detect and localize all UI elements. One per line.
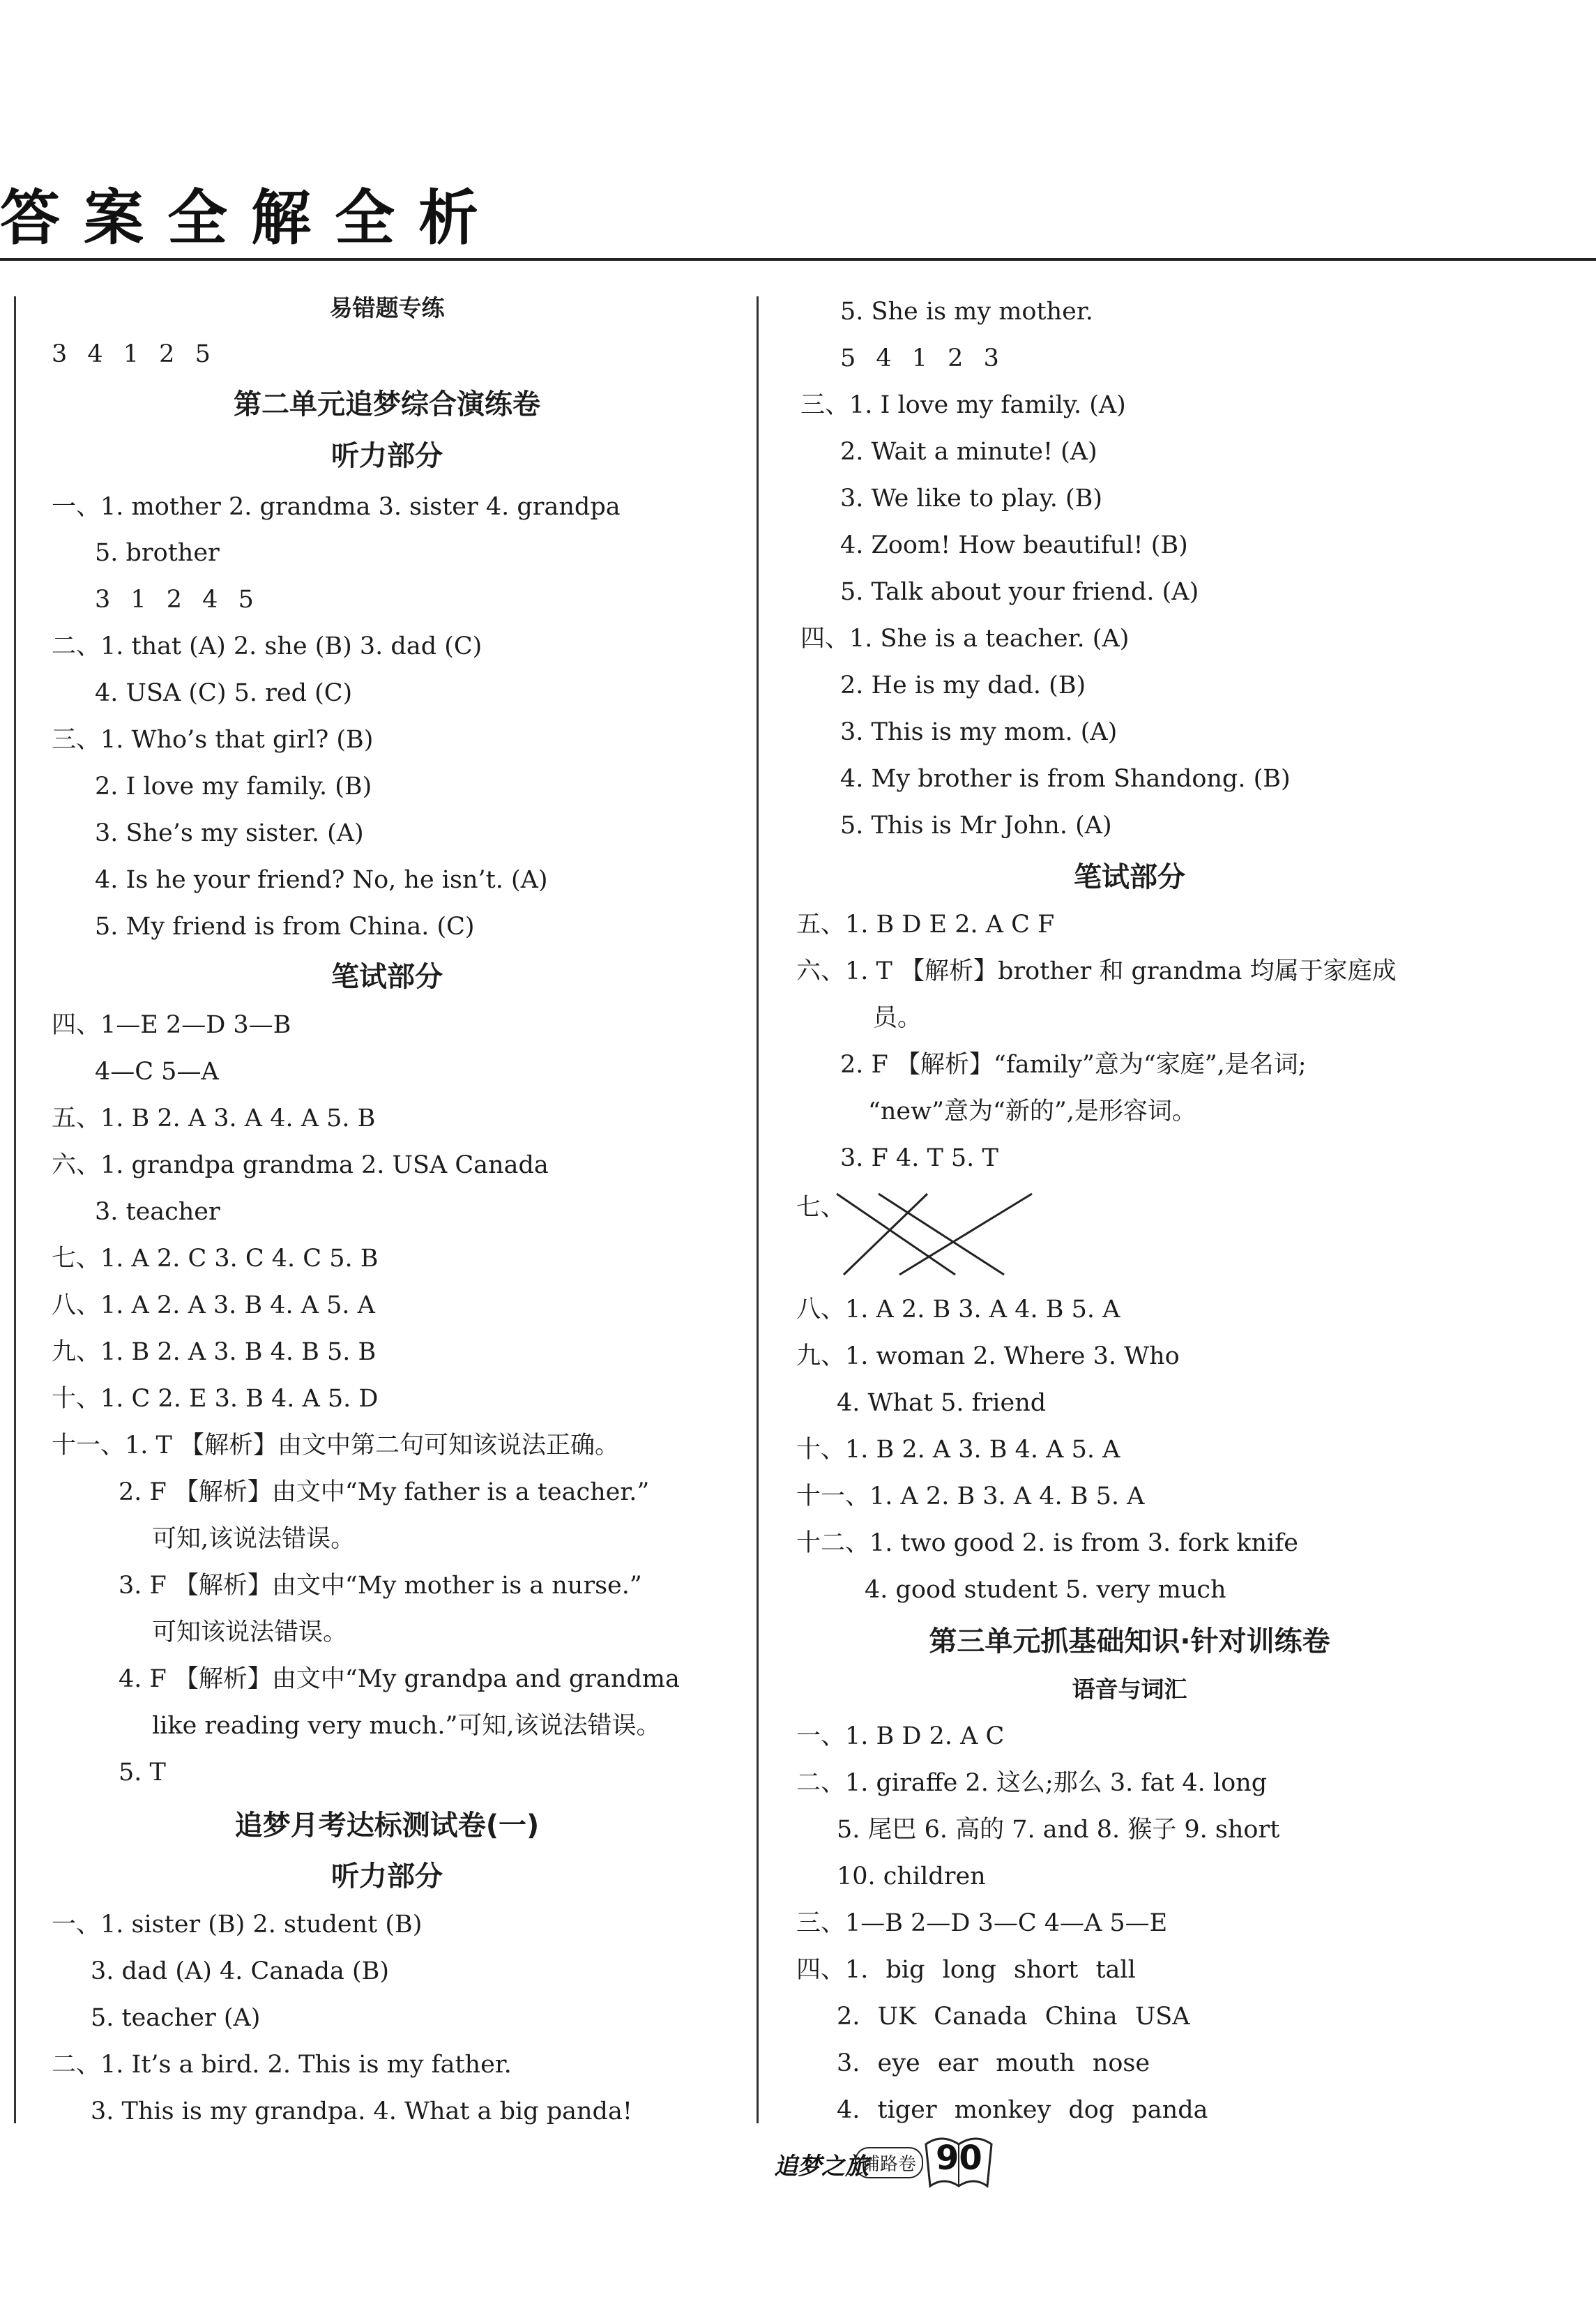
answer-line: 5. 尾巴 6. 高的 7. and 8. 猴子 9. short <box>837 1816 1280 1844</box>
title-rule <box>0 258 1596 261</box>
answer-line: 3. F 【解析】由文中“My mother is a nurse.” <box>119 1572 642 1600</box>
answer-line: 六、1. T 【解析】brother 和 grandma 均属于家庭成 <box>796 957 1397 985</box>
page-footer <box>774 2123 997 2200</box>
section-subheading: 听力部分 <box>331 1860 443 1892</box>
answer-line: 可知,该说法错误。 <box>152 1525 356 1553</box>
section-subheading: 笔试部分 <box>331 961 443 993</box>
answer-line: 5 4 1 2 3 <box>840 344 999 372</box>
matching-lines-diagram <box>830 1185 1039 1283</box>
answer-line: 4. What 5. friend <box>837 1389 1047 1417</box>
page-number: 90 <box>936 2139 982 2178</box>
answer-line: 4. good student 5. very much <box>865 1576 1226 1604</box>
answer-line: 员。 <box>873 1004 922 1032</box>
answer-line: 2. He is my dad. (B) <box>840 672 1086 699</box>
section-heading: 第三单元抓基础知识·针对训练卷 <box>929 1625 1330 1658</box>
answer-line: 四、1—E 2—D 3—B <box>52 1011 291 1039</box>
answer-line: 一、1. B D 2. A C <box>796 1722 1005 1750</box>
answer-line: 四、1. She is a teacher. (A) <box>800 625 1130 653</box>
answer-line: 4. tiger monkey dog panda <box>837 2096 1208 2124</box>
answer-line: 10. children <box>837 1863 986 1890</box>
answer-line: 5. She is my mother. <box>840 298 1093 326</box>
answer-line: 4. Zoom! How beautiful! (B) <box>840 531 1188 559</box>
answer-line: 3 1 2 4 5 <box>95 586 254 614</box>
answer-line: 十、1. B 2. A 3. B 4. A 5. A <box>796 1436 1120 1464</box>
answer-line: 六、1. grandpa grandma 2. USA Canada <box>52 1151 549 1179</box>
answer-line: 3. We like to play. (B) <box>840 485 1103 513</box>
answer-line: 九、1. woman 2. Where 3. Who <box>796 1342 1180 1370</box>
answer-line: 5. T <box>119 1759 166 1787</box>
answer-line: 2. I love my family. (B) <box>95 773 372 801</box>
section-subheading: 听力部分 <box>331 440 443 472</box>
answer-line: 5. teacher (A) <box>91 2004 261 2032</box>
answer-line: 十、1. C 2. E 3. B 4. A 5. D <box>52 1385 379 1413</box>
answer-line: 八、1. A 2. B 3. A 4. B 5. A <box>796 1296 1120 1323</box>
answer-line: 一、1. mother 2. grandma 3. sister 4. grandpa <box>52 493 621 521</box>
answer-line: 3. eye ear mouth nose <box>837 2049 1150 2077</box>
answer-line: 2. Wait a minute! (A) <box>840 438 1097 466</box>
answer-line: 三、1. Who’s that girl? (B) <box>52 726 374 754</box>
answer-line: 5. Talk about your friend. (A) <box>840 578 1199 606</box>
answer-line: 4. My brother is from Shandong. (B) <box>840 765 1291 793</box>
answer-line: 四、1. big long short tall <box>796 1956 1136 1984</box>
answer-line: 4. F 【解析】由文中“My grandpa and grandma <box>119 1665 680 1693</box>
answer-line: 4. USA (C) 5. red (C) <box>95 679 353 707</box>
answer-line: 九、1. B 2. A 3. B 4. B 5. B <box>52 1338 377 1366</box>
answer-line: 3. She’s my sister. (A) <box>95 819 364 847</box>
section-heading: 第二单元追梦综合演练卷 <box>234 388 540 420</box>
answer-line: 2. UK Canada China USA <box>837 2003 1190 2031</box>
answer-line: 3. dad (A) 4. Canada (B) <box>91 1957 390 1985</box>
answer-line: 十一、1. T 【解析】由文中第二句可知该说法正确。 <box>52 1432 619 1459</box>
brand-badge: 铺路卷 <box>855 2147 923 2178</box>
brand-logo: 追梦之旅 <box>774 2153 869 2180</box>
section-subheading: 语音与词汇 <box>1072 1676 1187 1703</box>
answer-line: 二、1. that (A) 2. she (B) 3. dad (C) <box>52 632 482 660</box>
answer-line: 2. F 【解析】“family”意为“家庭”,是名词; <box>840 1051 1307 1079</box>
answer-line: 3. This is my grandpa. 4. What a big panda! <box>91 2098 632 2125</box>
answer-line: 3. F 4. T 5. T <box>840 1144 998 1172</box>
answer-line: 十二、1. two good 2. is from 3. fork knife <box>796 1529 1298 1557</box>
answer-line: like reading very much.”可知,该说法错误。 <box>152 1712 661 1740</box>
column-divider <box>757 296 759 2123</box>
answer-line: 五、1. B 2. A 3. A 4. A 5. B <box>52 1105 376 1132</box>
answer-line: 2. F 【解析】由文中“My father is a teacher.” <box>119 1478 650 1506</box>
answer-line: 4—C 5—A <box>95 1058 219 1086</box>
answer-line: 5. My friend is from China. (C) <box>95 913 475 941</box>
answer-line: 5. brother <box>95 539 220 567</box>
answer-line: 二、1. It’s a bird. 2. This is my father. <box>52 2051 512 2079</box>
answer-line: 十一、1. A 2. B 3. A 4. B 5. A <box>796 1482 1145 1510</box>
answer-line: 3. teacher <box>95 1198 220 1226</box>
left-margin-rule <box>14 296 16 2123</box>
answer-line: 五、1. B D E 2. A C F <box>796 911 1055 939</box>
answer-line: 三、1—B 2—D 3—C 4—A 5—E <box>796 1909 1168 1937</box>
answer-line: 一、1. sister (B) 2. student (B) <box>52 1911 423 1939</box>
answer-line: 3. This is my mom. (A) <box>840 718 1118 746</box>
answer-line: 八、1. A 2. A 3. B 4. A 5. A <box>52 1291 375 1319</box>
section-heading: 追梦月考达标测试卷(一) <box>234 1810 540 1842</box>
answer-line: 4. Is he your friend? No, he isn’t. (A) <box>95 866 548 894</box>
section-subheading: 笔试部分 <box>1074 861 1185 893</box>
page-title: 答案全解全析 <box>0 183 502 253</box>
answer-line: 可知该说法错误。 <box>152 1618 348 1646</box>
answer-line: 七、 <box>796 1194 846 1222</box>
section-heading: 易错题专练 <box>329 294 445 321</box>
answer-line: 三、1. I love my family. (A) <box>800 391 1126 419</box>
answer-line: 七、1. A 2. C 3. C 4. C 5. B <box>52 1245 379 1273</box>
answer-line: 5. This is Mr John. (A) <box>840 812 1112 840</box>
answer-line: 3 4 1 2 5 <box>52 340 211 368</box>
answer-line: “new”意为“新的”,是形容词。 <box>868 1098 1196 1125</box>
answer-line: 二、1. giraffe 2. 这么;那么 3. fat 4. long <box>796 1769 1268 1797</box>
